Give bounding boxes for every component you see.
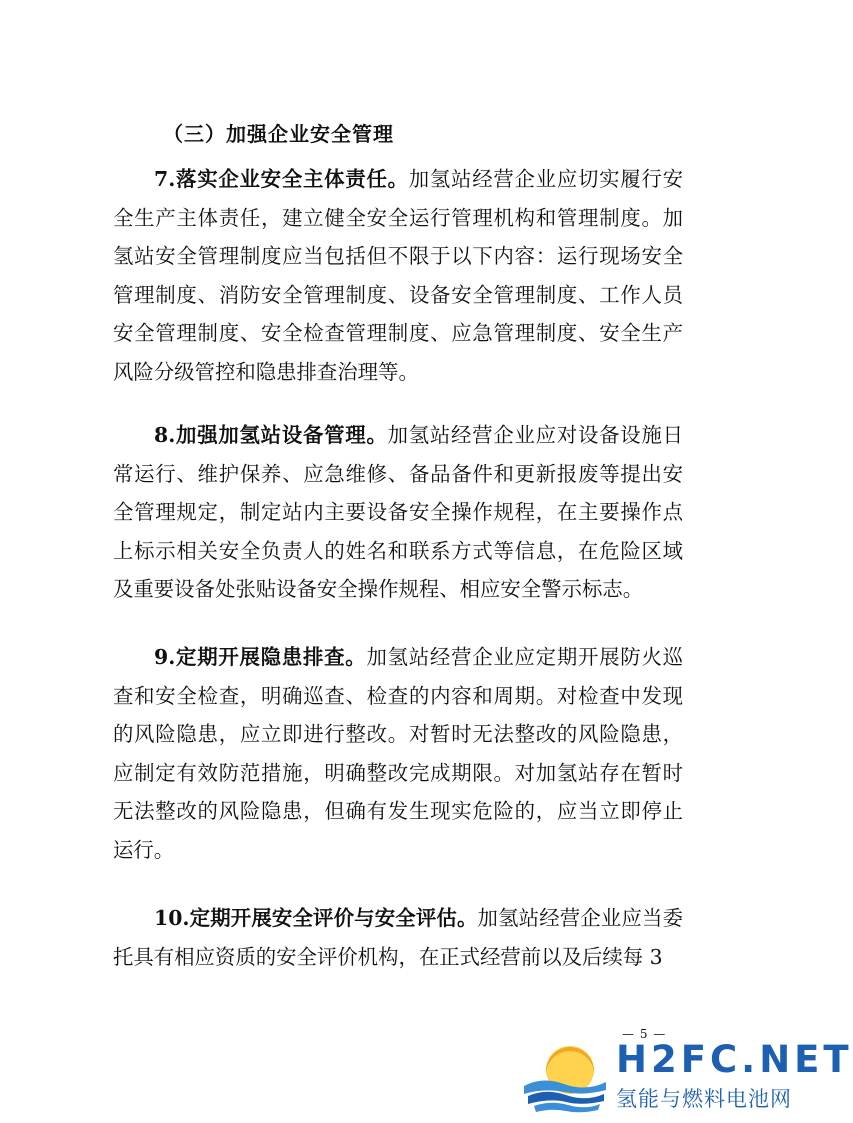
watermark-brand: H2FC.NET — [616, 1038, 853, 1081]
paragraph-7-body: 加氢站经营企业应切实履行安全生产主体责任，建立健全安全运行管理机构和管理制度。加氢站安全管理制度应当包括但不限于以下内容：运行现场安全管理制度、消防安全管理制度、设备安全管理制度、工作人员安全管理制度、安全检查管理制度、应急管理制度、安全生产风险分级管控和隐患排查治理等。 — [113, 167, 683, 384]
paragraph-8-heading: 8.加强加氢站设备管理。 — [154, 423, 388, 447]
logo-wave-icon — [534, 1103, 600, 1113]
paragraph-10-body: 加氢站经营企业应当委托具有相应资质的安全评价机构，在正式经营前以及后续每 3 — [113, 906, 683, 969]
h2fc-logo-icon — [520, 1040, 610, 1118]
paragraph-9 — [113, 638, 683, 870]
watermark — [520, 1036, 853, 1120]
paragraph-9-heading: 9.定期开展隐患排查。 — [154, 645, 367, 669]
paragraph-9-body: 加氢站经营企业应定期开展防火巡查和安全检查，明确巡查、检查的内容和周期。对检查中发现的风险隐患，应立即进行整改。对暂时无法整改的风险隐患，应制定有效防范措施，明确整改完成期限。对加氢站存在暂时无法整改的风险隐患，但确有发生现实危险的，应当立即停止运行。 — [113, 645, 684, 862]
paragraph-7-heading: 7.落实企业安全主体责任。 — [154, 167, 409, 191]
paragraph-7 — [113, 160, 683, 392]
page-number: — 5 — — [622, 1027, 667, 1041]
paragraph-10-heading: 10.定期开展安全评价与安全评估。 — [154, 906, 478, 930]
paragraph-8-body: 加氢站经营企业应对设备设施日常运行、维护保养、应急维修、备品备件和更新报废等提出安全管理规定，制定站内主要设备安全操作规程，在主要操作点上标示相关安全负责人的姓名和联系方式等信息，在危险区域及重要设备处张贴设备安全操作规程、相应安全警示标志。 — [113, 423, 683, 602]
watermark-subtitle: 氢能与燃料电池网 — [616, 1087, 792, 1111]
section-heading: （三）加强企业安全管理 — [163, 122, 394, 146]
paragraph-8 — [113, 416, 683, 609]
paragraph-10 — [113, 899, 683, 976]
